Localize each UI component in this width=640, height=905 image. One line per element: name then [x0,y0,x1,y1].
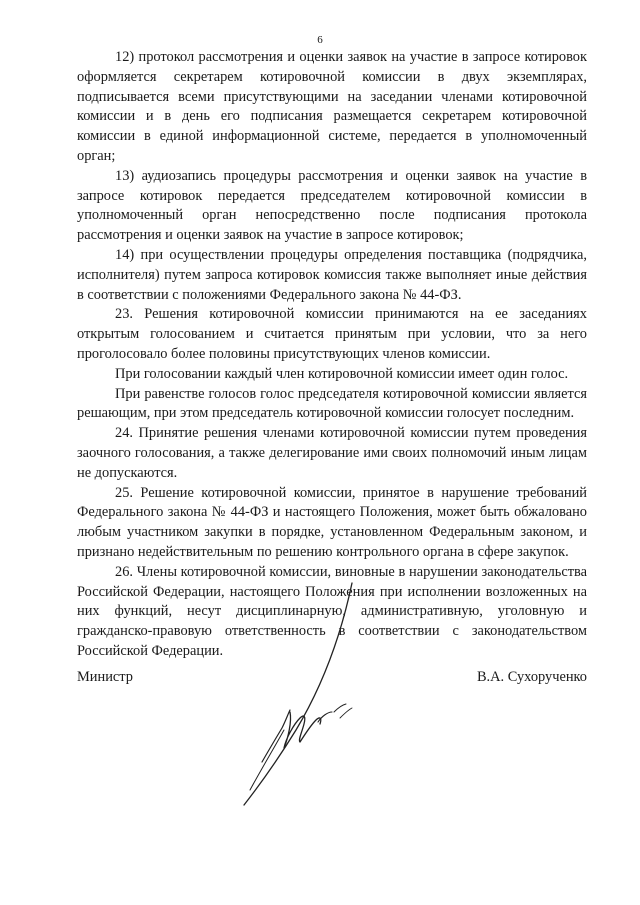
paragraph-clause-24: 24. Принятие решения членами котировочной комиссии путем проведения заочного голосования, а также делегирование ими своих полномочий иным лицам не допускаются. [77,425,587,481]
paragraph-item-12: 12) протокол рассмотрения и оценки заявок на участие в запросе котировок оформляется секретарем котировочной комиссии в двух экземплярах, подписывается всеми присутствующими на заседании членами котировочной комиссии и в день его подписания размещается секретарем котировочной комиссии в единой информационной системе, передается в уполномоченный орган; [77,49,587,164]
paragraph-clause-25: 25. Решение котировочной комиссии, принятое в нарушение требований Федерального закона № 44-ФЗ и настоящего Положения, может быть обжаловано любым участником закупки в порядке, установленном Федеральным законом, и признано недействительным по решению контрольного органа в сфере закупок. [77,484,587,560]
signatory-name: В.А. Сухорученко [476,669,587,685]
paragraph-one-vote: При голосовании каждый член котировочной комиссии имеет один голос. [115,365,569,382]
paragraph-item-13: 13) аудиозапись процедуры рассмотрения и оценки заявок на участие в запросе котировок передается председателем котировочной комиссии в уполномоченный орган непосредственно после подписания протокола рассмотрения и оценки заявок на участие в запросе котировок; [77,167,587,244]
paragraph-clause-26: 26. Члены котировочной комиссии, виновные в нарушении законодательства Российской Федерации, настоящего Положения при исполнении возложенных на них функций, несут дисциплинарную, административную, уголовную и гражданско-правовую ответственность в соответствии с законодательством Российской Федерации. [77,563,587,659]
signatory-title: Министр [77,669,133,685]
paragraph-clause-23: 23. Решения котировочной комиссии принимаются на ее заседаниях открытым голосованием и считается принятым при условии, что за него проголосовало более половины присутствующих членов комиссии. [77,306,587,362]
document-body [77,48,587,662]
page-number: 6 [317,34,323,46]
paragraph-item-14: 14) при осуществлении процедуры определения поставщика (подрядчика, исполнителя) путем запроса котировок комиссия также выполняет иные действия в соответствии с положениями Федерального закона № 44-ФЗ. [77,246,587,303]
paragraph-tie-vote: При равенстве голосов голос председателя котировочной комиссии является решающим, при этом председатель котировочной комиссии голосует последним. [77,385,587,422]
